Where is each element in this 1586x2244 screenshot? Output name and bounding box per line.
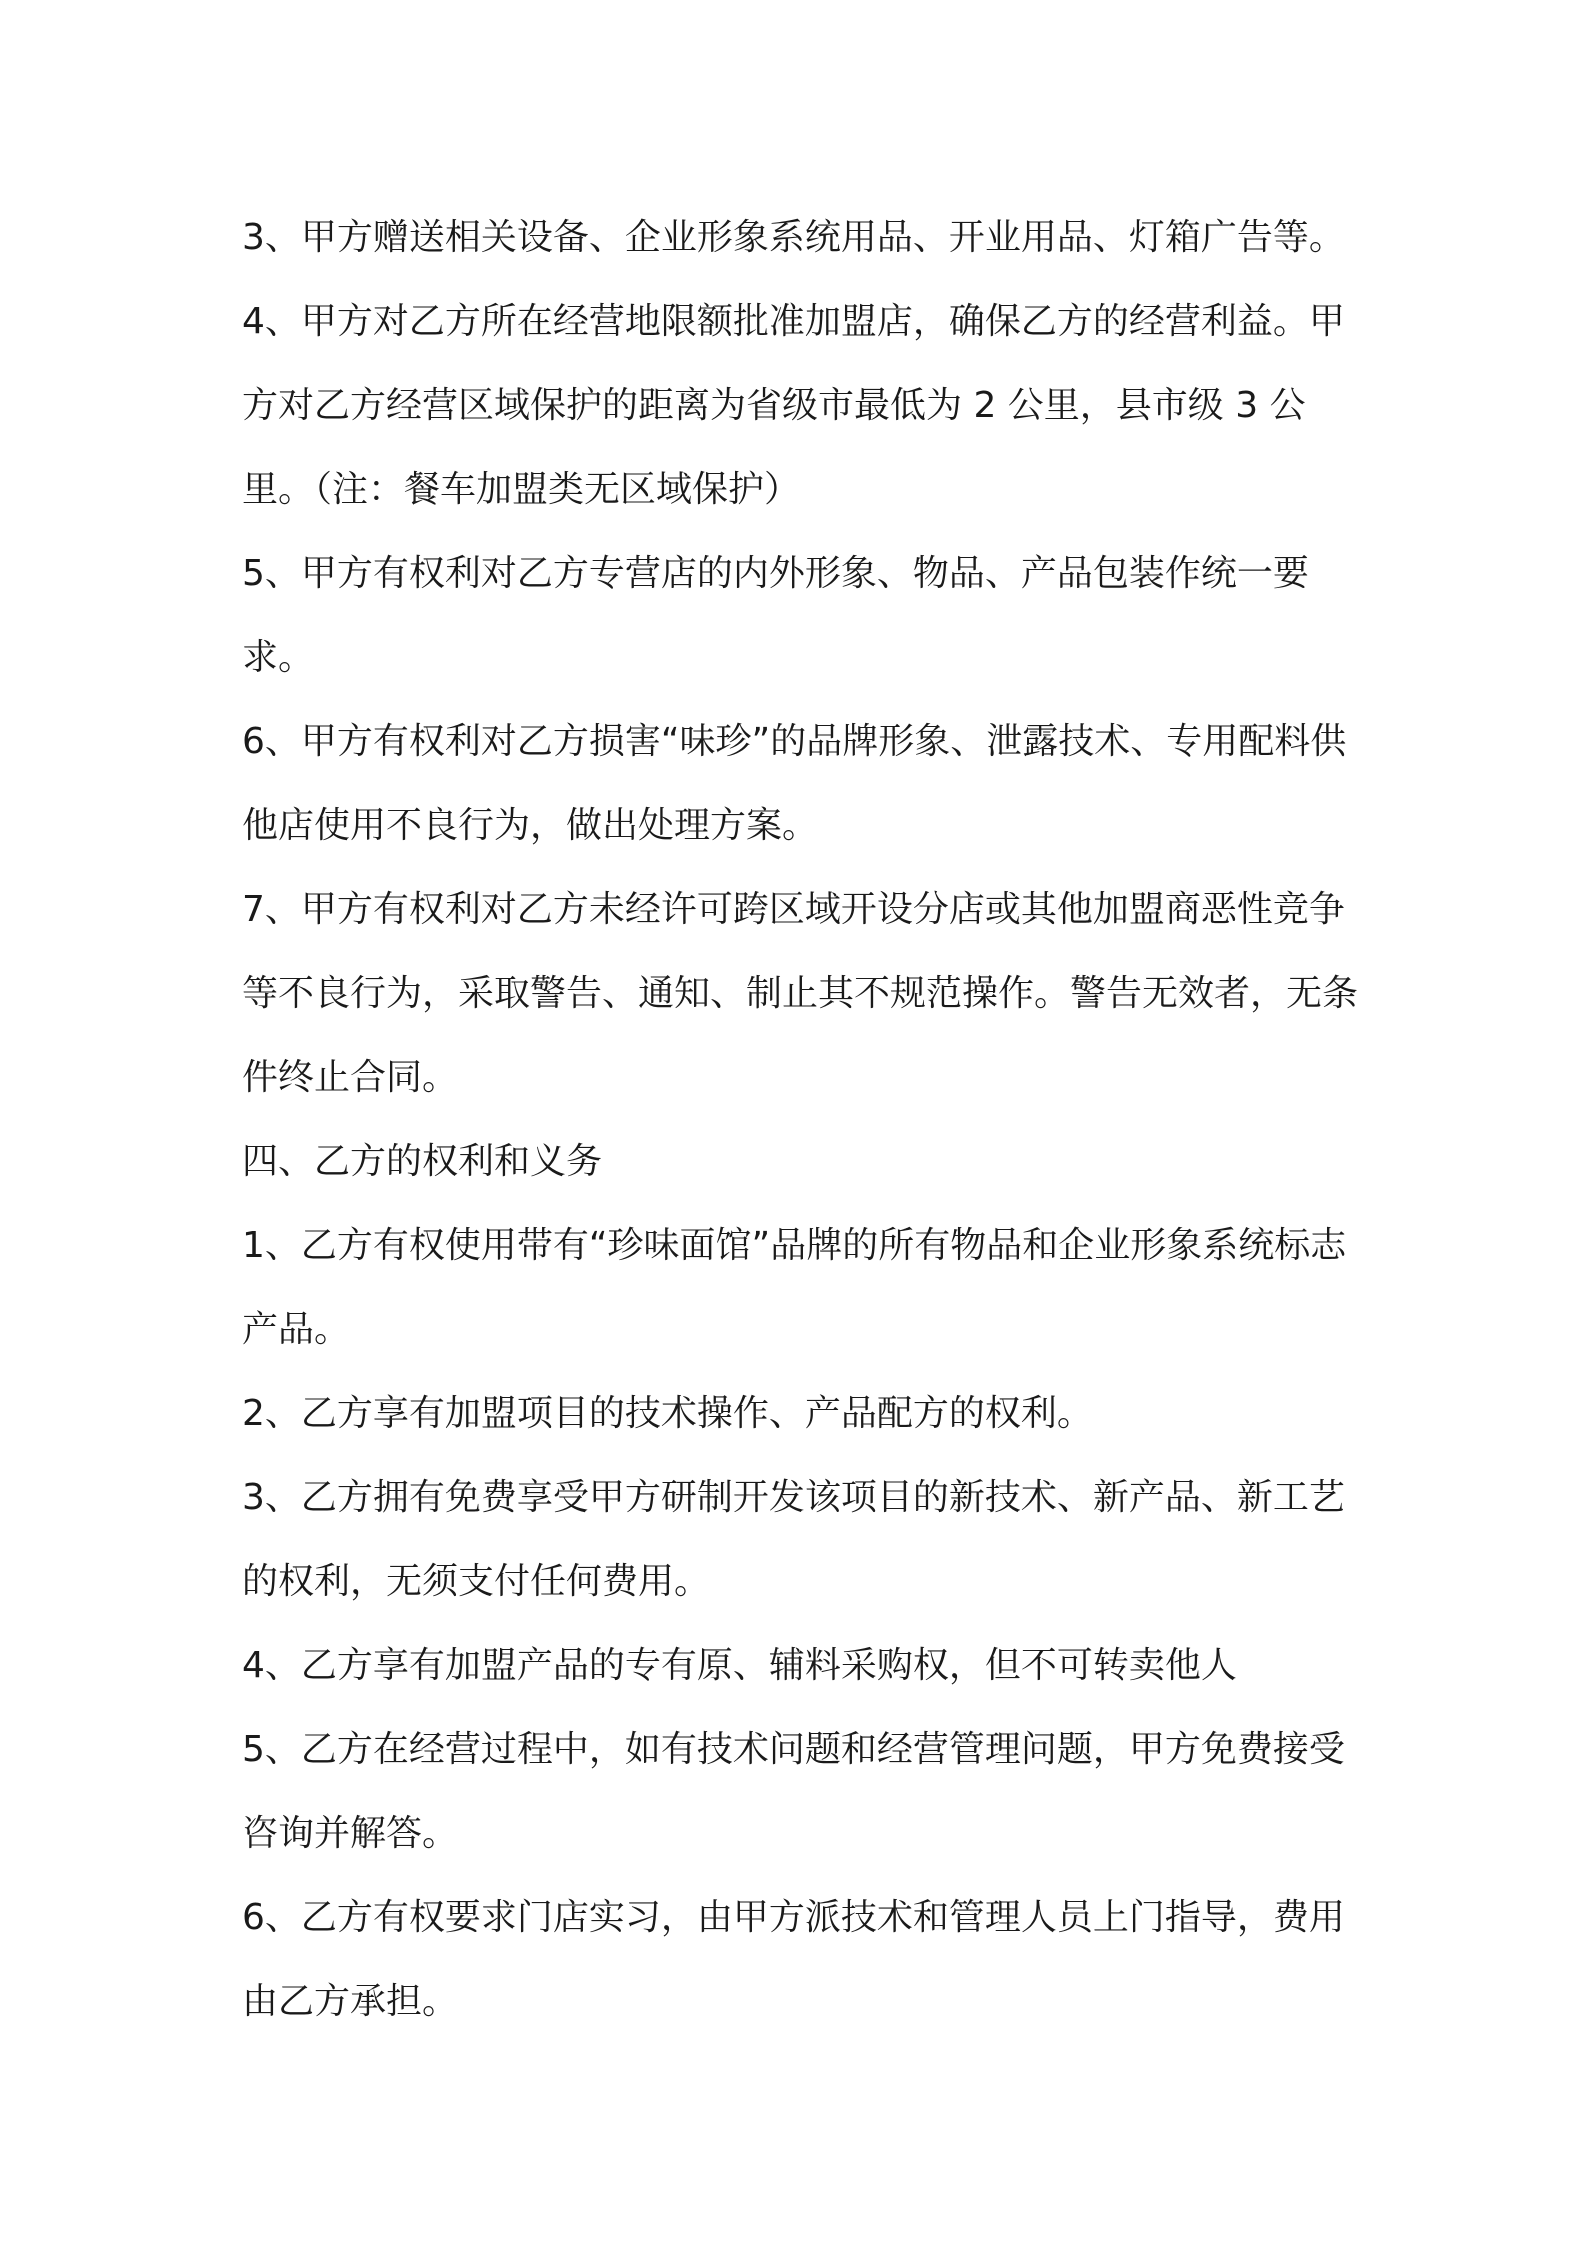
clause-4-territory: 4、甲方对乙方所在经营地限额批准加盟店，确保乙方的经营利益。甲方对乙方经营区域保护的距离为省级市最低为 2 公里，县市级 3 公里。（注：餐车加盟类无区域保护） xyxy=(242,301,1345,510)
section-heading: 四、乙方的权利和义务 xyxy=(242,1141,603,1182)
clause-7-competition: 7、甲方有权利对乙方未经许可跨区域开设分店或其他加盟商恶性竞争等不良行为，采取警告、通知、制止其不规范操作。警告无效者，无条件终止合同。 xyxy=(242,889,1359,1098)
party-b-clause-4: 4、乙方享有加盟产品的专有原、辅料采购权，但不可转卖他人 xyxy=(242,1645,1237,1686)
party-b-clause-6: 6、乙方有权要求门店实习，由甲方派技术和管理人员上门指导，费用由乙方承担。 xyxy=(242,1897,1345,2022)
clause-3-gifts: 3、甲方赠送相关设备、企业形象系统用品、开业用品、灯箱广告等。 xyxy=(242,217,1345,258)
clause-5-image: 5、甲方有权利对乙方专营店的内外形象、物品、产品包装作统一要求。 xyxy=(242,553,1309,678)
party-b-clause-1: 1、乙方有权使用带有“珍味面馆”品牌的所有物品和企业形象系统标志产品。 xyxy=(242,1225,1347,1350)
document-body xyxy=(242,196,1362,2044)
party-b-clause-3: 3、乙方拥有免费享受甲方研制开发该项目的新技术、新产品、新工艺的权利，无须支付任何费用。 xyxy=(242,1477,1345,1602)
party-b-clause-2: 2、乙方享有加盟项目的技术操作、产品配方的权利。 xyxy=(242,1393,1093,1434)
clause-6-brand: 6、甲方有权利对乙方损害“味珍”的品牌形象、泄露技术、专用配料供他店使用不良行为，做出处理方案。 xyxy=(242,721,1347,846)
party-b-clause-5: 5、乙方在经营过程中，如有技术问题和经营管理问题，甲方免费接受咨询并解答。 xyxy=(242,1729,1345,1854)
